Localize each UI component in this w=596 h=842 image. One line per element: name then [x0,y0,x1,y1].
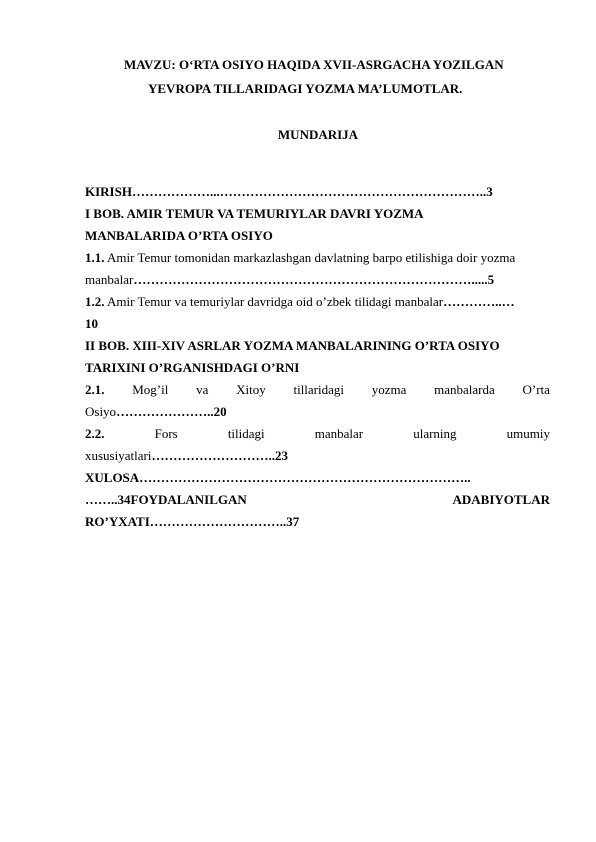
section-title-cont: xususiyatlari [85,448,152,463]
leader-dots-page: ………………………..23 [151,448,288,463]
toc-section-2-1-cont [85,401,550,423]
toc-foydalanilgan [85,489,550,511]
word: Fors [154,426,178,441]
word: yozma [371,382,407,397]
leader-dots-page: …………………..20 [116,404,227,419]
toc-section-1-2-page: 10 [85,316,98,331]
word: tilidagi [227,426,265,441]
title-line-1: MAVZU: O‘RTA OSIYO HAQIDA XVII-ASRGACHA YOZILGAN [124,57,504,72]
word: Mog’il [132,382,169,397]
word: manbalarda [434,382,495,397]
toc-xulosa: XULOSA………………………………………………………………….. [85,470,471,485]
toc-kirish: KIRISH………………...……………………………………………………..3 [85,184,493,199]
leader-dots-page: …………………………………………………………………….....5 [133,272,495,287]
section-number: 1.1. [85,250,105,265]
section-title-cont: Osiyo [85,404,117,419]
section-title-cont: manbalar [85,272,134,287]
toc-chapter-1-line-1: I BOB. AMIR TEMUR VA TEMURIYLAR DAVRI YOZMA [85,206,424,221]
toc-section-2-2 [85,423,550,445]
section-number: 2.1. [85,382,105,397]
word: tillaridagi [293,382,345,397]
toc-chapter-2-line-2: TARIXINI O’RGANISHDAGI O’RNI [85,360,300,375]
section-title: Amir Temur va temuriylar davridga oid o’zbek tilidagi manbalar [104,294,444,309]
word: va [196,382,209,397]
word: ……..34FOYDALANILGAN [85,492,247,507]
leader-dots: …………..… [443,294,515,309]
word: ularning [413,426,457,441]
toc-section-2-1 [85,379,550,401]
section-number: 1.2. [85,294,105,309]
toc-section-1-1 [85,247,550,269]
toc-chapter-2-line-1: II BOB. XIII-XIV ASRLAR YOZMA MANBALARINING O’RTA OSIYO [85,338,500,353]
word: Xitoy [236,382,266,397]
section-number: 2.2. [85,426,105,441]
toc-section-1-1-cont [85,269,550,291]
word: O’rta [522,382,550,397]
title-line-2: YEVROPA TILLARIDAGI YOZMA MA’LUMOTLAR. [148,81,463,96]
table-of-contents [85,181,550,533]
word: umumiy [506,426,550,441]
word: manbalar [314,426,364,441]
toc-section-2-2-cont [85,445,550,467]
toc-section-1-2 [85,291,550,313]
word: ADABIYOTLAR [452,492,550,507]
toc-heading: MUNDARIJA [277,127,359,142]
toc-royxati: RO’YXATI…………………………..37 [85,514,300,529]
toc-chapter-1-line-2: MANBALARIDA O’RTA OSIYO [85,228,273,243]
section-title: Amir Temur tomonidan markazlashgan davlatning barpo etilishiga doir yozma [104,250,516,265]
